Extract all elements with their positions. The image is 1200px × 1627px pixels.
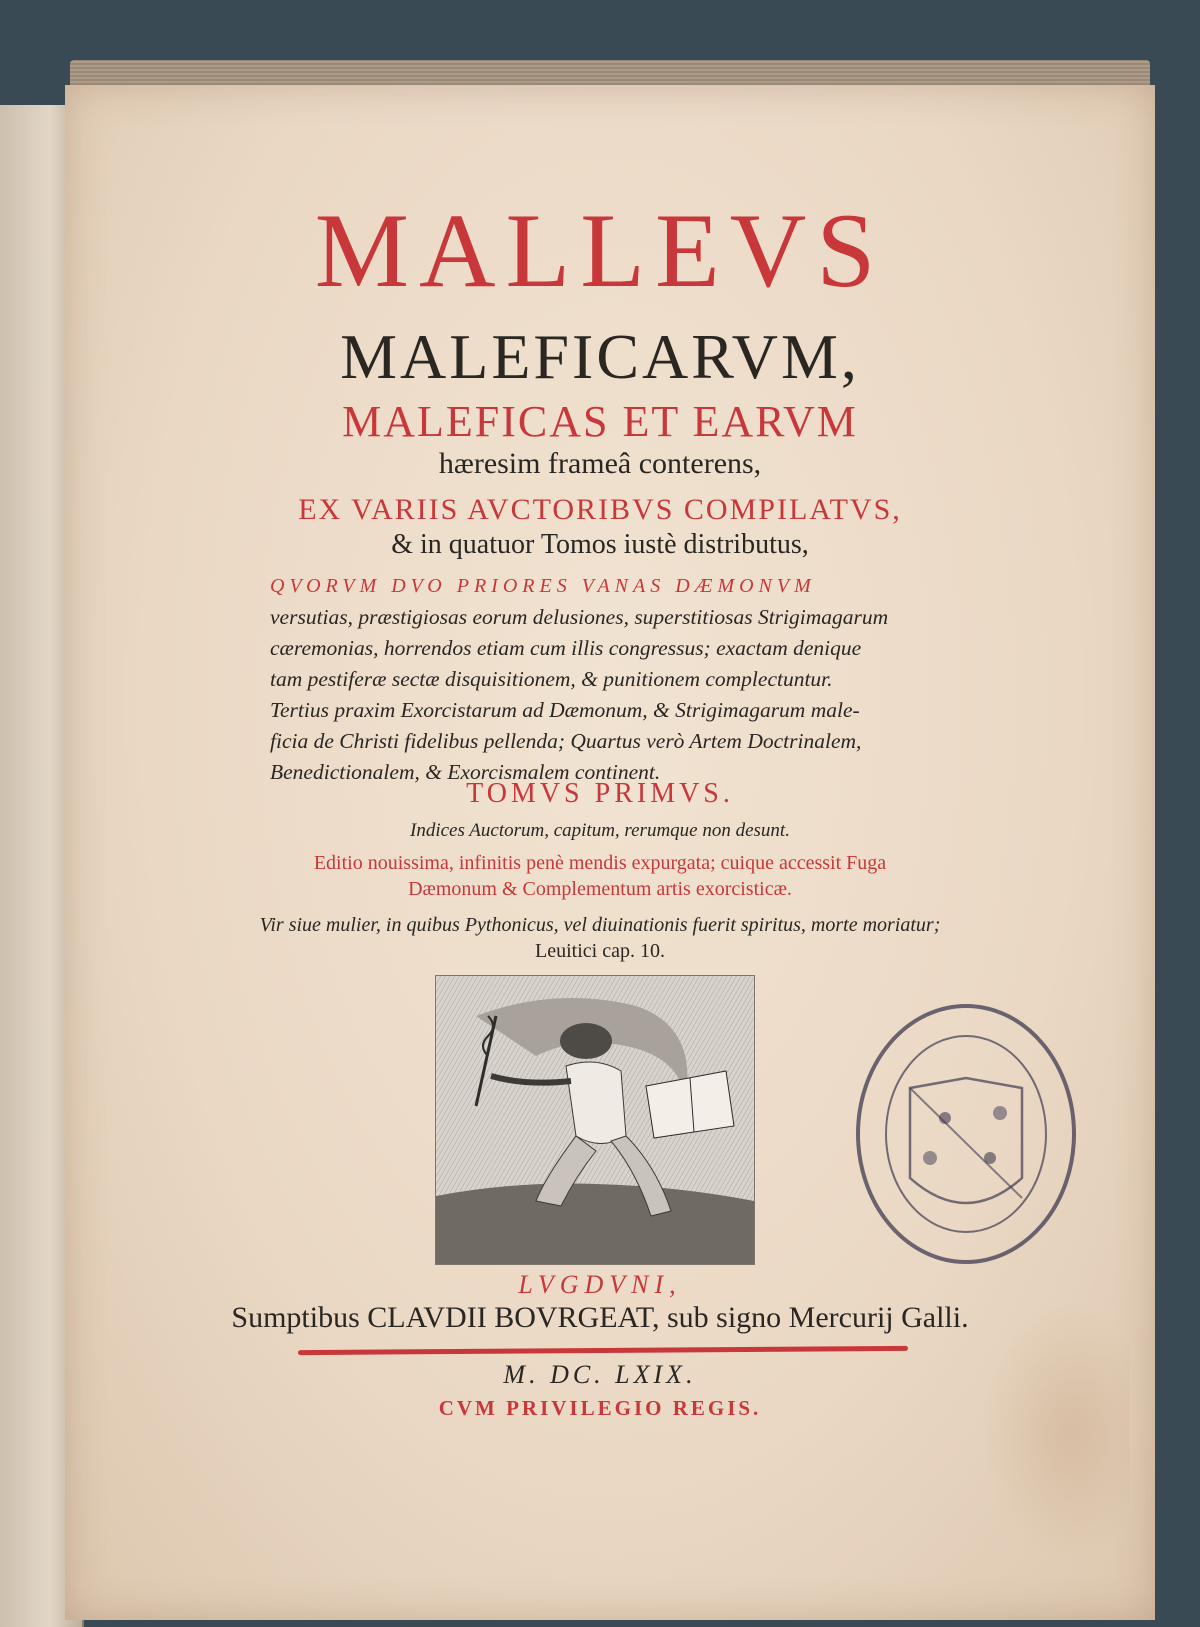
mercury-engraving (435, 975, 755, 1265)
book-headband (70, 60, 1150, 88)
description-paragraph (270, 571, 970, 788)
royal-privilege: CVM PRIVILEGIO REGIS. (438, 1396, 762, 1420)
subtitle-quatuor-tomos: & in quatuor Tomos iustè distributus, (391, 529, 809, 560)
imprint-city: LVGDVNI, (518, 1270, 682, 1299)
description-line: cæremonias, horrendos etiam cum illis congressus; exactam denique (270, 636, 862, 660)
edition-line: Dæmonum & Complementum artis exorcisticæ. (408, 878, 792, 900)
main-title: MALLEVS (314, 192, 886, 309)
subtitle-maleficas: MALEFICAS ET EARVM (342, 397, 858, 446)
description-line: Benedictionalem, & Exorcismalem continent. (270, 760, 661, 784)
description-line: ficia de Christi fidelibus pellenda; Quartus verò Artem Doctrinalem, (270, 729, 862, 753)
imprint-year: M. DC. LXIX. (503, 1360, 697, 1389)
leviticus-quote (0, 912, 1200, 964)
description-line: QVORVM DVO PRIORES VANAS DÆMONVM (270, 575, 816, 597)
subtitle-haeresim: hæresim frameâ conterens, (438, 447, 762, 480)
description-line: Tertius praxim Exorcistarum ad Dæmonum, & Strigimagarum male- (270, 698, 860, 722)
subtitle-maleficarum: MALEFICARVM, (340, 321, 860, 392)
edition-line: Editio nouissima, infinitis penè mendis expurgata; cuique accessit Fuga (313, 852, 887, 874)
description-line: versutias, præstigiosas eorum delusiones, superstitiosas Strigimagarum (270, 605, 889, 629)
water-stain (980, 1300, 1130, 1560)
quote-citation: Leuitici cap. 10. (535, 940, 665, 962)
imprint-publisher: Sumptibus CLAVDII BOVRGEAT, sub signo Mercurij Galli. (231, 1301, 969, 1334)
volume-heading: TOMVS PRIMVS. (466, 778, 734, 809)
subtitle-ex-variis: EX VARIIS AVCTORIBVS COMPILATVS, (298, 493, 902, 526)
edition-note (0, 850, 1200, 902)
description-line: tam pestiferæ sectæ disquisitionem, & punitionem complectuntur. (270, 667, 833, 691)
indices-note: Indices Auctorum, capitum, rerumque non desunt. (410, 820, 790, 841)
quote-text: Vir siue mulier, in quibus Pythonicus, vel diuinationis fuerit spiritus, morte moriatur; (259, 914, 941, 936)
library-stamp (850, 998, 1082, 1270)
